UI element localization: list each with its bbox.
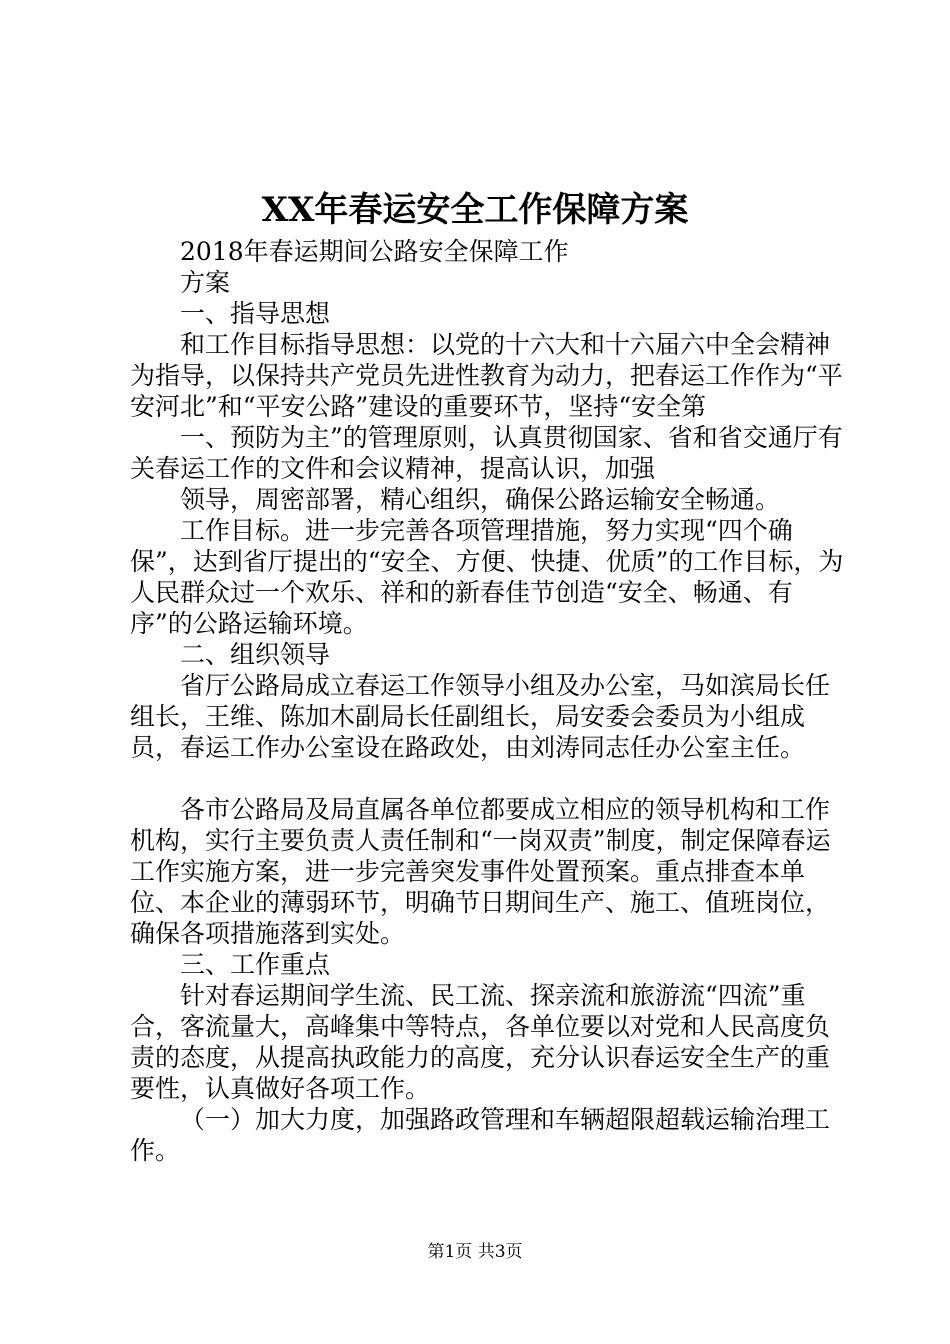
section-heading-work-focus: 三、工作重点 — [180, 950, 331, 979]
paragraph: 省厅公路局成立春运工作领导小组及办公室，马如滨局长任组长，王维、陈加木副局长任副组长，局安委会委员为小组成员，春运工作办公室设在路政处，由刘涛同志任办公室主任。 — [130, 671, 831, 762]
paragraph: 针对春运期间学生流、民工流、探亲流和旅游流“四流”重合，客流量大，高峰集中等特点，各单位要以对党和人民高度负责的态度，从提高执政能力的高度，充分认识春运安全生产的重要性，认真做好各项工作。 — [130, 981, 831, 1103]
paragraph: 工作目标。进一步完善各项管理措施，努力实现“四个确保”，达到省厅提出的“安全、方便、快捷、优质”的工作目标，为人民群众过一个欢乐、祥和的新春佳节创造“安全、畅通、有序”的公路运输环境。 — [130, 516, 844, 638]
paragraph-subtitle-line1: 2018年春运期间公路安全保障工作 — [180, 237, 569, 266]
paragraph: 和工作目标指导思想：以党的十六大和十六届六中全会精神为指导，以保持共产党员先进性教育为动力，把春运工作作为“平安河北”和“平安公路”建设的重要环节，坚持“安全第 — [130, 330, 843, 421]
document-body — [130, 236, 850, 1166]
paragraph: 各市公路局及局直属各单位都要成立相应的领导机构和工作机构，实行主要负责人责任制和“一岗双责”制度，制定保障春运工作实施方案，进一步完善突发事件处置预案。重点排查本单位、本企业的薄弱环节，明确节日期间生产、施工、值班岗位，确保各项措施落到实处。 — [130, 795, 831, 948]
section-heading-organization: 二、组织领导 — [180, 640, 331, 669]
page-number: 第1页 共3页 — [427, 1242, 523, 1262]
paragraph: 领导，周密部署，精心组织，确保公路运输安全畅通。 — [180, 485, 781, 514]
paragraph-subtitle-line2: 方案 — [180, 268, 231, 297]
document-title: XX年春运安全工作保障方案 — [261, 190, 689, 230]
paragraph: （一）加大力度，加强路政管理和车辆超限超载运输治理工作。 — [130, 1105, 831, 1165]
section-heading-guiding-ideology: 一、指导思想 — [180, 299, 331, 328]
paragraph: 一、预防为主”的管理原则，认真贯彻国家、省和省交通厅有关春运工作的文件和会议精神，提高认识，加强 — [130, 423, 843, 483]
